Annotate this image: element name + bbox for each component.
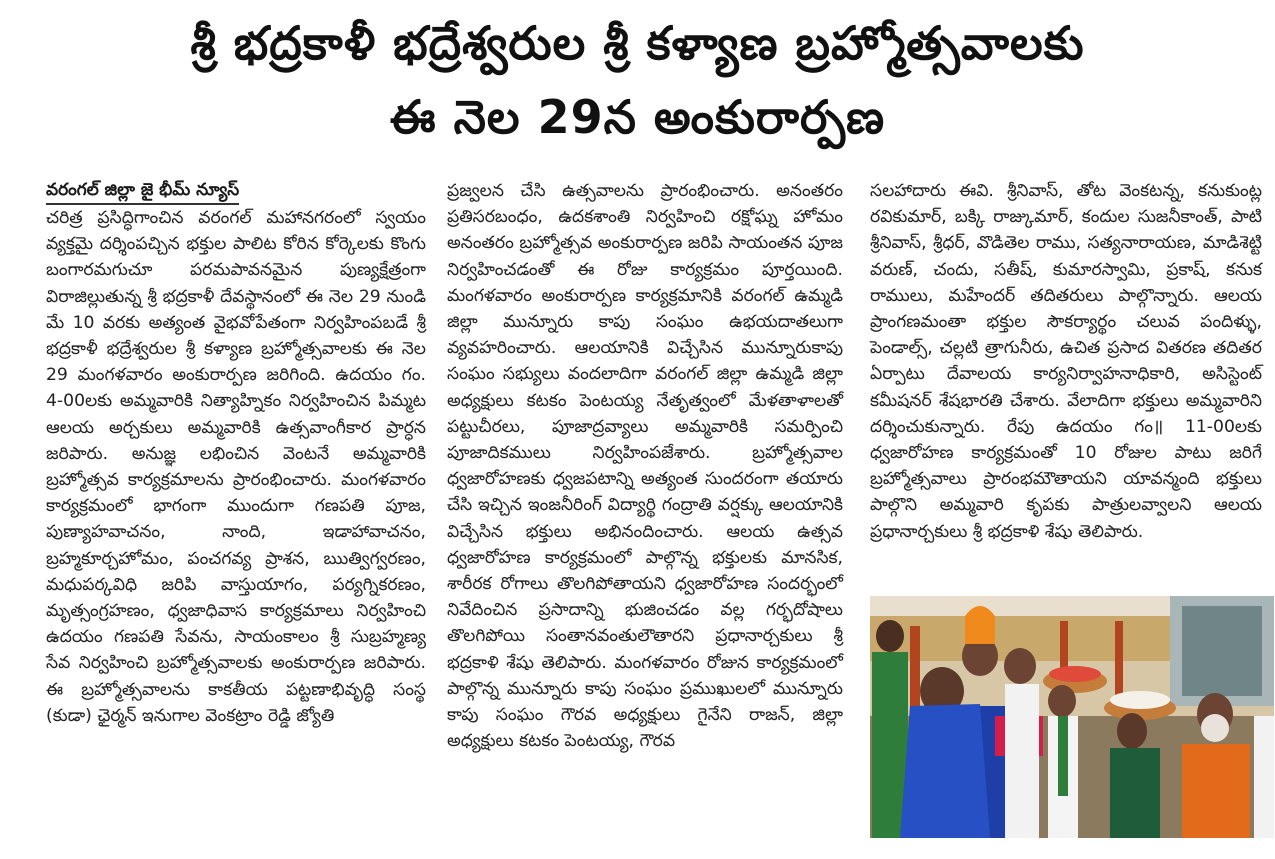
- headline: [0, 6, 1275, 154]
- byline: వరంగల్ జిల్లా జై భీమ్ న్యూస్: [46, 178, 239, 205]
- headline-line-2: ఈ నెల 29న అంకురార్పణ: [389, 90, 886, 144]
- news-photo: [870, 596, 1274, 838]
- article-column-1: [46, 205, 426, 729]
- article-column-3: [870, 178, 1262, 545]
- article-column-2: [447, 178, 843, 754]
- column-1-text: చరిత్ర ప్రసిద్ధిగాంచిన వరంగల్ మహానగరంలో స్వయం వ్యక్తమై దర్శింపచ్చిన భక్తుల పాలిట కోరిన కోర్కెలకు కొంగు బంగారమగుచూ పరమపావనమైన పుణ్యక్షేత్రంగా విరాజిల్లుతున్న శ్రీ భద్రకాళీ దేవస్థానంలో ఈ నెల 29 నుండి మే 10 వరకు అత్యంత వైభవోపేతంగా నిర్వహింపబడే శ్రీ భద్రకాళీ భద్రేశ్వరుల శ్రీ కళ్యాణ బ్రహ్మోత్సవాలకు ఈ నెల 29 మంగళవారం అంకురార్పణ జరిగింది. ఉదయం గం. 4-00లకు అమ్మవారికి నిత్యాహ్నికం నిర్వహించిన పిమ్మట ఆలయ అర్చకులు అమ్మవారికి ఉత్సవాంగీకార ప్రార్ధన జరిపారు. అనుజ్ఞ లభించిన వెంటనే అమ్మవారికి బ్రహ్మోత్సవ కార్యక్రమాలను ప్రారంభించారు. మంగళవారం కార్యక్రమంలో భాగంగా ముందుగా గణపతి పూజ, పుణ్యాహవాచనం, నాంది, ఇడాహావాచనం, బ్రహ్మకూర్చహోమం, పంచగవ్య ప్రాశన, ఋత్విగ్వరణం, మధుపర్కవిధి జరిపి వాస్తుయాగం, పర్యగ్నికరణం, మృత్సంగ్రహణం, ధ్వజాధివాస కార్యక్రమాలు నిర్వహించి ఉదయం గణపతి సేవను, సాయంకాలం శ్రీ సుబ్రహ్మణ్య సేవ నిర్వహించి బ్రహ్మోత్సవాలకు అంకురార్పణ జరిపారు. ఈ బ్రహ్మోత్సవాలను కాకతీయ పట్టణాభివృద్ధి సంస్థ (కుడా) ఛైర్మన్ ఇనుగాల వెంకట్రాం రెడ్డి జ్యోతి: [46, 208, 426, 726]
- column-3-text: సలహాదారు ఈవి. శ్రీనివాస్, తోట వెంకటన్న, కనుకుంట్ల రవికుమార్, బక్కి రాజ్కుమార్, కందుల సుజనీకాంత్, పాటి శ్రీనివాస్, శ్రీధర్, వొడితెల రాము, సత్యనారాయణ, మాడిశెట్టి వరుణ్, చందు, సతీష్, కుమారస్వామి, ప్రకాష్, కనుక రాములు, మహేందర్ తదితరులు పాల్గొన్నారు. ఆలయ ప్రాంగణమంతా భక్తుల సౌకర్యార్థం చలువ పందిళ్ళు, పెండాల్స్, చల్లటి త్రాగునీరు, ఉచిత ప్రసాద వితరణ తదితర ఏర్పాటు దేవాలయ కార్యనిర్వాహనాధికారి, అసిస్టెంట్ కమీషనర్ శేషభారతి చేశారు. వేలాదిగా భక్తులు అమ్మవారిని దర్శించుకున్నారు. రేపు ఉదయం గం॥ 11-00లకు ధ్వజారోహణ కార్యక్రమంతో 10 రోజుల పాటు జరిగే బ్రహ్మోత్సవాలు ప్రారంభమౌతాయని యావన్మంది భక్తులు పాల్గొని అమ్మవారి కృపకు పాత్రులవ్వాలని ఆలయ ప్రధానార్చకులు శ్రీ భద్రకాళి శేషు తెలిపారు.: [870, 181, 1262, 542]
- headline-line-1: శ్రీ భద్రకాళీ భద్రేశ్వరుల శ్రీ కళ్యాణ బ్రహ్మోత్సవాలకు: [190, 16, 1085, 70]
- column-2-text: ప్రజ్వలన చేసి ఉత్సవాలను ప్రారంభించారు. అనంతరం ప్రతిసరబంధం, ఉదకశాంతి నిర్వహించి రక్షోఘ్న హోమం అనంతరం బ్రహ్మోత్సవ అంకురార్పణ జరిపి సాయంతన పూజ నిర్వహించడంతో ఈ రోజు కార్యక్రమం పూర్తయింది. మంగళవారం అంకురార్పణ కార్యక్రమానికి వరంగల్ ఉమ్మడి జిల్లా మున్నూరు కాపు సంఘం ఉభయదాతలుగా వ్యవహరించారు. ఆలయానికి విచ్చేసిన మున్నూరుకాపు సంఘం సభ్యులు వందలాదిగా వరంగల్ జిల్లా ఉమ్మడి జిల్లా అధ్యక్షులు కటకం పెంటయ్య నేతృత్వంలో మేళతాళాలతో పట్టుచీరలు, పూజాద్రవ్యాలు అమ్మవారికి సమర్పించి పూజాదికములు నిర్వహింపజేశారు. బ్రహ్మోత్సవాల ధ్వజారోహణకు ధ్వజపటాన్ని అత్యంత సుందరంగా తయారు చేసి ఇచ్చిన ఇంజనీరింగ్ విద్యార్థి గంద్రాతి వర్షక్కు ఆలయానికి విచ్చేసిన భక్తులు అభినందించారు. ఆలయ ఉత్సవ ధ్వజారోహణ కార్యక్రమంలో పాల్గొన్న భక్తులకు మానసిక, శారీరక రోగాలు తొలగిపోతాయని ధ్వజారోహణ సందర్భంలో నివేదించిన ప్రసాదాన్ని భుజించడం వల్ల గర్భదోషాలు తొలగిపోయి సంతానవంతులౌతారని ప్రధానార్చకులు శ్రీ భద్రకాళి శేషు తెలిపారు. మంగళవారం రోజున కార్యక్రమంలో పాల్గొన్న మున్నూరు కాపు సంఘం ప్రముఖులలో మున్నూరు కాపు సంఘం గౌరవ అధ్యక్షులు గైనేని రాజన్, జిల్లా అధ్యక్షులు కటకం పెంటయ్య, గౌరవ: [447, 181, 843, 752]
